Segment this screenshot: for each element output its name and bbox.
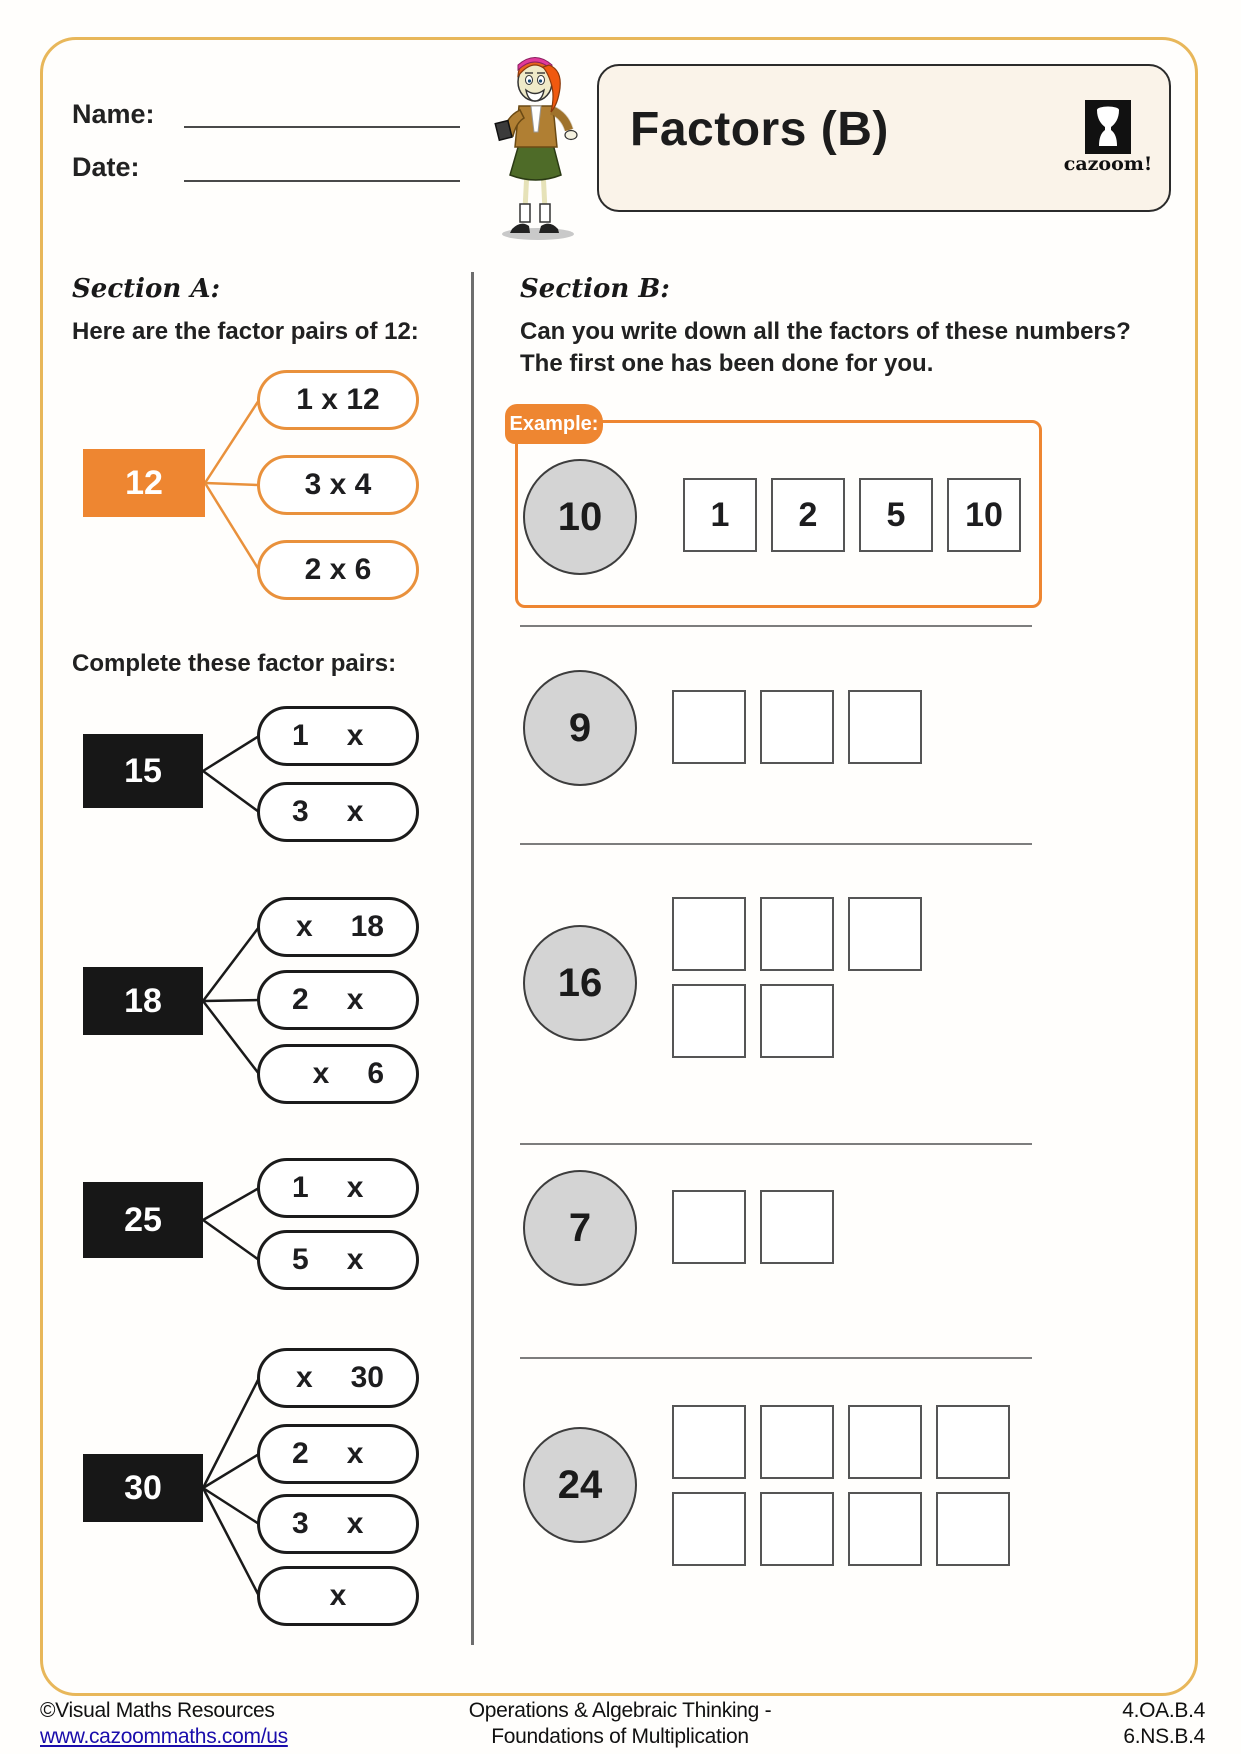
pair-token: x <box>346 1507 364 1540</box>
answer-box <box>672 1492 746 1566</box>
factor-number-box-18 <box>83 967 203 1035</box>
pair-token: x <box>346 1243 364 1276</box>
number-circle-24 <box>523 1427 637 1543</box>
factor-pair-pill <box>257 455 419 515</box>
footer-center <box>370 1698 870 1750</box>
circle-number: 9 <box>568 705 592 750</box>
pair-token: x <box>346 983 364 1016</box>
website-link[interactable]: www.cazoommaths.com/us <box>40 1725 288 1748</box>
pair-text: 1 x 12 <box>296 383 380 416</box>
cazoom-goblet-icon <box>1085 100 1131 154</box>
factor-number-box-12 <box>83 449 205 517</box>
factor-box <box>683 478 757 552</box>
number-circle-7 <box>523 1170 637 1286</box>
number-circle-10 <box>523 459 637 575</box>
factor-pair-pill <box>257 1424 419 1484</box>
pair-token: 1 <box>292 1171 309 1204</box>
pair-token: 30 <box>350 1361 384 1394</box>
pair-text: 2 x 6 <box>304 553 372 586</box>
factor-pair-pill <box>257 897 419 957</box>
column-divider <box>471 272 474 1645</box>
factor-box <box>947 478 1021 552</box>
factor-box <box>771 478 845 552</box>
section-a-intro: Here are the factor pairs of 12: <box>72 318 419 345</box>
answer-box <box>848 897 922 971</box>
factor-box <box>859 478 933 552</box>
topic-line1: Operations & Algebraic Thinking - <box>468 1699 772 1722</box>
complete-pairs-label: Complete these factor pairs: <box>72 650 397 677</box>
name-label: Name: <box>72 99 155 129</box>
section-a-heading: Section A: <box>72 274 221 304</box>
standard-code-2: 6.NS.B.4 <box>1123 1725 1205 1748</box>
pair-token: x <box>312 1057 330 1090</box>
number-circle-16 <box>523 925 637 1041</box>
pair-token: x <box>346 795 364 828</box>
footer-left <box>40 1698 288 1750</box>
standard-code-1: 4.OA.B.4 <box>1122 1699 1205 1722</box>
pair-token: x <box>329 1579 347 1612</box>
factor-pair-pill <box>257 782 419 842</box>
pair-token: 1 <box>292 719 309 752</box>
factor-pair-pill <box>257 1494 419 1554</box>
factor-pair-pill <box>257 970 419 1030</box>
row-separator <box>520 843 1032 845</box>
factor-pair-pill <box>257 1158 419 1218</box>
factor-pair-pill <box>257 1230 419 1290</box>
answer-box <box>672 690 746 764</box>
answer-box <box>760 690 834 764</box>
factor-pair-pill <box>257 1044 419 1104</box>
factor-pair-pill <box>257 1348 419 1408</box>
row-separator <box>520 1143 1032 1145</box>
circle-number: 16 <box>557 960 603 1005</box>
copyright-text: ©Visual Maths Resources <box>40 1699 275 1722</box>
factor-value: 2 <box>798 495 818 534</box>
pair-token: 18 <box>350 910 384 943</box>
student-girl-illustration <box>483 48 583 243</box>
answer-box <box>848 690 922 764</box>
section-b-heading: Section B: <box>520 274 670 304</box>
section-b-prompt-line1: Can you write down all the factors of these numbers? <box>520 318 1131 345</box>
circle-number: 7 <box>568 1205 592 1250</box>
footer-right <box>1020 1698 1205 1750</box>
row-separator <box>520 1357 1032 1359</box>
factor-value: 1 <box>710 495 730 534</box>
answer-box <box>760 1492 834 1566</box>
date-fill-line <box>184 180 460 182</box>
answer-box <box>672 1405 746 1479</box>
circle-number: 10 <box>557 494 603 539</box>
pair-token: 2 <box>292 983 309 1016</box>
factor-value: 10 <box>965 495 1003 534</box>
number-18: 18 <box>124 981 162 1020</box>
section-b-prompt-line2: The first one has been done for you. <box>520 350 934 377</box>
page-title: Factors (B) <box>630 103 889 156</box>
number-circle-9 <box>523 670 637 786</box>
row-separator <box>520 625 1032 627</box>
factor-pair-pill <box>257 1566 419 1626</box>
pair-token: x <box>346 719 364 752</box>
cazoom-logo-text: cazoom! <box>1063 153 1153 175</box>
circle-number: 24 <box>557 1462 603 1507</box>
factor-pair-pill <box>257 706 419 766</box>
pair-token: x <box>295 910 313 943</box>
answer-box <box>760 1405 834 1479</box>
number-15: 15 <box>124 751 162 790</box>
example-tab: Example: <box>505 404 603 444</box>
pair-token: 3 <box>292 1507 309 1540</box>
factor-pair-pill <box>257 370 419 430</box>
factor-number-box-25 <box>83 1182 203 1258</box>
answer-box <box>672 984 746 1058</box>
number-12: 12 <box>125 463 163 502</box>
pair-token: x <box>346 1171 364 1204</box>
pair-token: 6 <box>367 1057 384 1090</box>
number-25: 25 <box>124 1200 162 1239</box>
answer-box <box>760 897 834 971</box>
pair-text: 3 x 4 <box>304 468 372 501</box>
factor-number-box-30 <box>83 1454 203 1522</box>
answer-box <box>848 1492 922 1566</box>
number-30: 30 <box>124 1468 162 1507</box>
answer-box <box>760 984 834 1058</box>
factor-value: 5 <box>886 495 906 534</box>
pair-token: x <box>346 1437 364 1470</box>
topic-line2: Foundations of Multiplication <box>491 1725 749 1748</box>
factor-pair-pill <box>257 540 419 600</box>
answer-box <box>672 897 746 971</box>
answer-box <box>848 1405 922 1479</box>
name-fill-line <box>184 126 460 128</box>
pair-token: 5 <box>292 1243 309 1276</box>
answer-box <box>672 1190 746 1264</box>
answer-box <box>936 1405 1010 1479</box>
pair-token: 3 <box>292 795 309 828</box>
answer-box <box>760 1190 834 1264</box>
factor-number-box-15 <box>83 734 203 808</box>
pair-token: x <box>295 1361 313 1394</box>
date-label: Date: <box>72 152 140 182</box>
answer-box <box>936 1492 1010 1566</box>
pair-token: 2 <box>292 1437 309 1470</box>
